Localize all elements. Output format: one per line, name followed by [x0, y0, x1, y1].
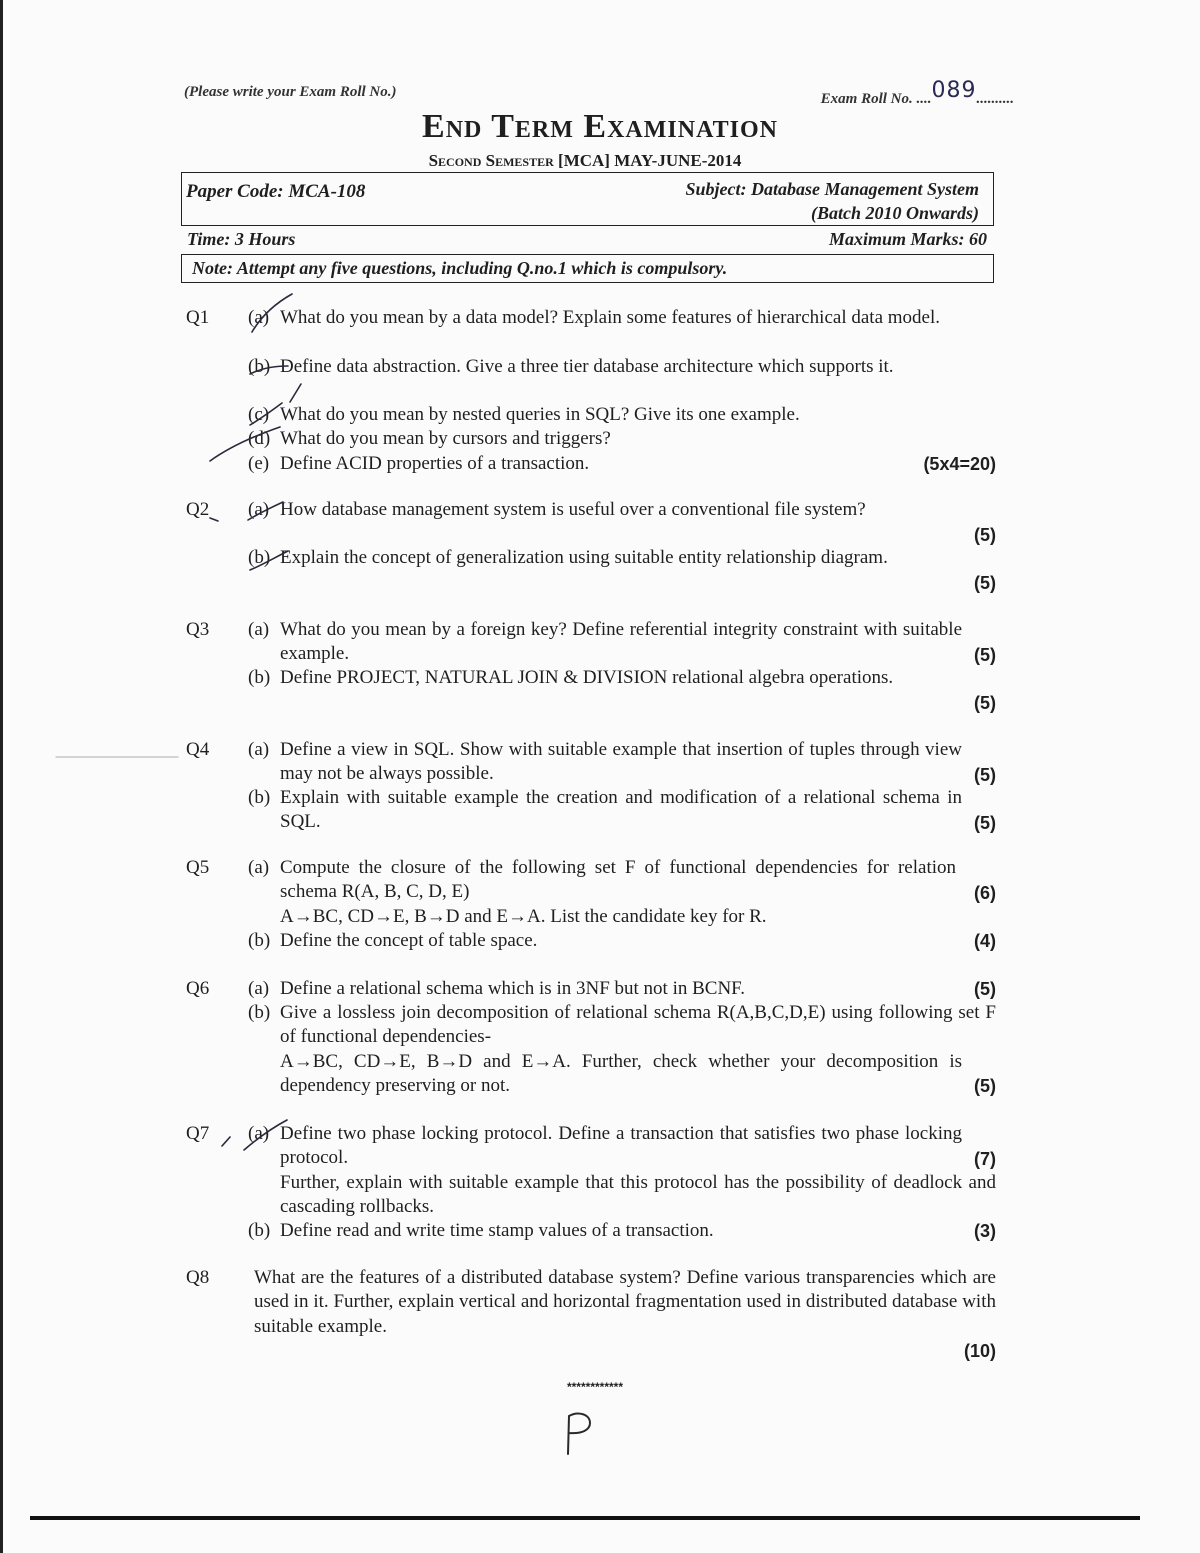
question-number: Q3 — [186, 619, 210, 640]
part-label: (e) — [248, 453, 270, 474]
question — [186, 618, 996, 718]
question-part — [248, 1122, 996, 1220]
subject-block — [686, 177, 980, 225]
semester-label: Second Semester — [428, 151, 554, 170]
subject: Subject: Database Management System — [685, 179, 979, 199]
part-label: (b) — [248, 787, 271, 808]
part-label: (b) — [248, 356, 271, 377]
marks: (5) — [974, 645, 996, 665]
semester-session: [MCA] MAY-JUNE-2014 — [553, 151, 742, 170]
time-marks-row — [187, 229, 987, 251]
question-part — [248, 738, 996, 787]
question-text: What are the features of a distributed database system? Define various transparencies which are used in it. Further, explain vertical and horizontal fragmentation used in distributed database with suitable example. — [254, 1267, 996, 1337]
paper-info-box — [181, 172, 994, 226]
part-text-continued: A→BC, CD→E, B→D and E→A. List the candidate key for R. — [280, 905, 767, 927]
semester-line — [0, 151, 1170, 171]
question-part — [248, 403, 996, 427]
part-text: What do you mean by a data model? Explain some features of hierarchical data model. — [280, 307, 940, 328]
part-text: What do you mean by nested queries in SQL? Give its one example. — [280, 404, 800, 425]
part-text: What do you mean by cursors and triggers? — [280, 428, 611, 449]
part-text: Compute the closure of the following set F of functional dependencies for relation schema R(A, B, C, D, E) — [280, 857, 956, 903]
part-label: (a) — [248, 499, 270, 520]
page-title: End Term Examination — [422, 108, 778, 145]
part-text: Explain with suitable example the creation and modification of a relational schema in SQL. — [280, 787, 962, 833]
marks: (4) — [974, 931, 996, 951]
question — [186, 856, 996, 956]
maximum-marks: Maximum Marks: 60 — [828, 229, 987, 249]
part-label: (c) — [248, 404, 270, 425]
part-text: Define a view in SQL. Show with suitable example that insertion of tuples through view may not be always possible. — [280, 739, 962, 785]
part-text: Define ACID properties of a transaction. — [280, 453, 590, 474]
question-part — [248, 618, 996, 667]
part-label: (d) — [248, 428, 271, 449]
question-number: Q8 — [186, 1267, 210, 1288]
question-part — [248, 306, 996, 330]
part-label: (a) — [248, 1123, 270, 1144]
roll-dots: .......... — [976, 91, 1014, 107]
question-number: Q2 — [186, 499, 210, 520]
handwritten-p-mark — [558, 1408, 608, 1458]
marks: (5) — [974, 525, 996, 545]
part-label: (b) — [248, 547, 271, 568]
question-part — [248, 786, 996, 835]
part-label: (a) — [248, 739, 270, 760]
part-text: Explain the concept of generalization using suitable entity relationship diagram. — [280, 547, 888, 568]
part-label: (b) — [248, 667, 271, 688]
roll-number-field[interactable] — [820, 78, 1014, 109]
marks: (5) — [974, 813, 996, 833]
marks: (5) — [974, 979, 996, 999]
question-part — [248, 1219, 996, 1243]
roll-number-value: 089 — [931, 78, 977, 103]
marks: (5) — [974, 693, 996, 713]
part-text: Define data abstraction. Give a three tier database architecture which supports it. — [280, 356, 894, 377]
part-text: Define PROJECT, NATURAL JOIN & DIVISION relational algebra operations. — [280, 667, 894, 688]
part-text: Give a lossless join decomposition of relational schema R(A,B,C,D,E) using following set F of functional dependencies- — [280, 1002, 996, 1048]
question-part — [248, 546, 996, 593]
question-part — [248, 1001, 996, 1099]
marks: (5) — [974, 573, 996, 593]
question — [186, 1122, 996, 1247]
time-allowed: Time: 3 Hours — [187, 229, 296, 249]
end-marker: ************ — [566, 1380, 624, 1394]
marks: (3) — [974, 1221, 996, 1241]
instruction-note: Note: Attempt any five questions, including Q.no.1 which is compulsory. — [181, 254, 994, 283]
batch: (Batch 2010 Onwards) — [810, 203, 979, 223]
roll-prompt: (Please write your Exam Roll No.) — [184, 84, 397, 100]
marks: (6) — [974, 883, 996, 903]
question-part — [248, 856, 996, 929]
question-part — [248, 427, 996, 451]
scan-border-line — [30, 1516, 1140, 1520]
part-text-continued: Further, explain with suitable example that this protocol has the possibility of deadlock and cascading rollbacks. — [280, 1171, 996, 1218]
part-label: (a) — [248, 619, 270, 640]
question-part — [248, 929, 996, 953]
roll-label: Exam Roll No. .... — [820, 91, 932, 107]
question-part — [248, 666, 996, 713]
paper-code: Paper Code: MCA-108 — [186, 181, 366, 202]
part-text: Define read and write time stamp values of a transaction. — [280, 1220, 714, 1241]
part-label: (b) — [248, 1002, 271, 1023]
marks: (5) — [974, 765, 996, 785]
part-text: How database management system is useful over a conventional file system? — [280, 499, 866, 520]
part-label: (a) — [248, 978, 270, 999]
roll-number-row — [184, 78, 1014, 107]
part-text: Define the concept of table space. — [280, 930, 538, 951]
question-part — [248, 498, 996, 545]
part-text: Define two phase locking protocol. Define a transaction that satisfies two phase locking protocol. — [280, 1123, 962, 1169]
question-number: Q6 — [186, 978, 210, 999]
question — [186, 738, 996, 838]
question — [186, 1266, 996, 1366]
marks: (7) — [974, 1149, 996, 1169]
question-number: Q4 — [186, 739, 210, 760]
question — [186, 498, 996, 598]
part-label: (a) — [248, 857, 270, 878]
part-label: (a) — [248, 307, 270, 328]
marks: (5x4=20) — [923, 454, 996, 474]
part-text: What do you mean by a foreign key? Define referential integrity constraint with suitable example. — [280, 619, 962, 665]
part-label: (b) — [248, 1220, 271, 1241]
marks: (5) — [974, 1076, 996, 1096]
question-part — [248, 452, 996, 476]
part-text-continued: A→BC, CD→E, B→D and E→A. Further, check whether your decomposition is dependency preserving or not. — [280, 1050, 962, 1097]
question — [186, 977, 996, 1102]
question-part — [248, 977, 996, 1001]
question-number: Q5 — [186, 857, 210, 878]
question-part — [248, 355, 996, 379]
marks: (10) — [963, 1341, 996, 1361]
question — [186, 306, 996, 476]
scan-edge — [0, 0, 3, 1553]
question-number: Q7 — [186, 1123, 210, 1144]
part-label: (b) — [248, 930, 271, 951]
part-text: Define a relational schema which is in 3NF but not in BCNF. — [280, 978, 745, 999]
question-number: Q1 — [186, 307, 210, 328]
